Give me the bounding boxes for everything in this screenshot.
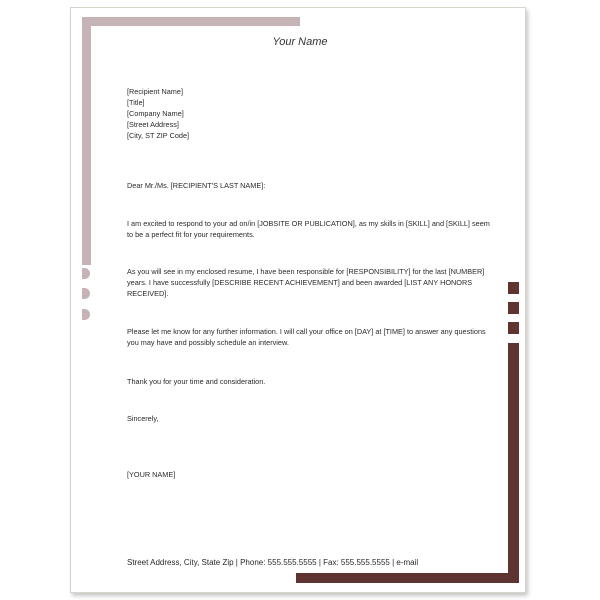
recipient-address-block <box>127 86 497 141</box>
recipient-company[interactable]: [Company Name] <box>127 109 184 118</box>
signature-name[interactable]: [YOUR NAME] <box>127 470 176 479</box>
left-accent-bar <box>82 17 91 265</box>
closing-line[interactable]: Sincerely, <box>127 414 159 423</box>
body-paragraph-1[interactable]: I am excited to respond to your ad on/in [JOBSITE OR PUBLICATION], as my skills in [SKILL] and [SKILL] seem to be a perfect fit for your requirements. <box>127 219 490 239</box>
right-accent-bar <box>508 343 519 583</box>
sender-name-heading[interactable]: Your Name <box>272 36 328 48</box>
thanks-line[interactable]: Thank you for your time and consideration. <box>127 377 266 386</box>
recipient-city-zip[interactable]: [City, ST ZIP Code] <box>127 131 190 140</box>
top-left-accent-bar <box>82 17 300 26</box>
recipient-street[interactable]: [Street Address] <box>127 120 179 129</box>
right-accent-square <box>508 282 519 294</box>
recipient-name[interactable]: [Recipient Name] <box>127 87 183 96</box>
footer-contact-line[interactable]: Street Address, City, State Zip | Phone: 555.555.5555 | Fax: 555.555.5555 | e-mail <box>127 558 419 567</box>
bottom-accent-bar <box>296 573 519 583</box>
recipient-title[interactable]: [Title] <box>127 98 145 107</box>
body-paragraph-3[interactable]: Please let me know for any further information. I will call your office on [DAY] at [TIME] to answer any questions you may have and possibly schedule an interview. <box>127 327 486 347</box>
salutation[interactable]: Dear Mr./Ms. [RECIPIENT'S LAST NAME]: <box>127 181 266 190</box>
right-accent-square <box>508 302 519 314</box>
body-paragraph-2[interactable]: As you will see in my enclosed resume, I have been responsible for [RESPONSIBILITY] for the last [NUMBER] years. I have successfully [DESCRIBE RECENT ACHIEVEMENT] and been awarded [LIST ANY HONORS RECEIVED]. <box>127 267 485 298</box>
right-accent-square <box>508 322 519 334</box>
